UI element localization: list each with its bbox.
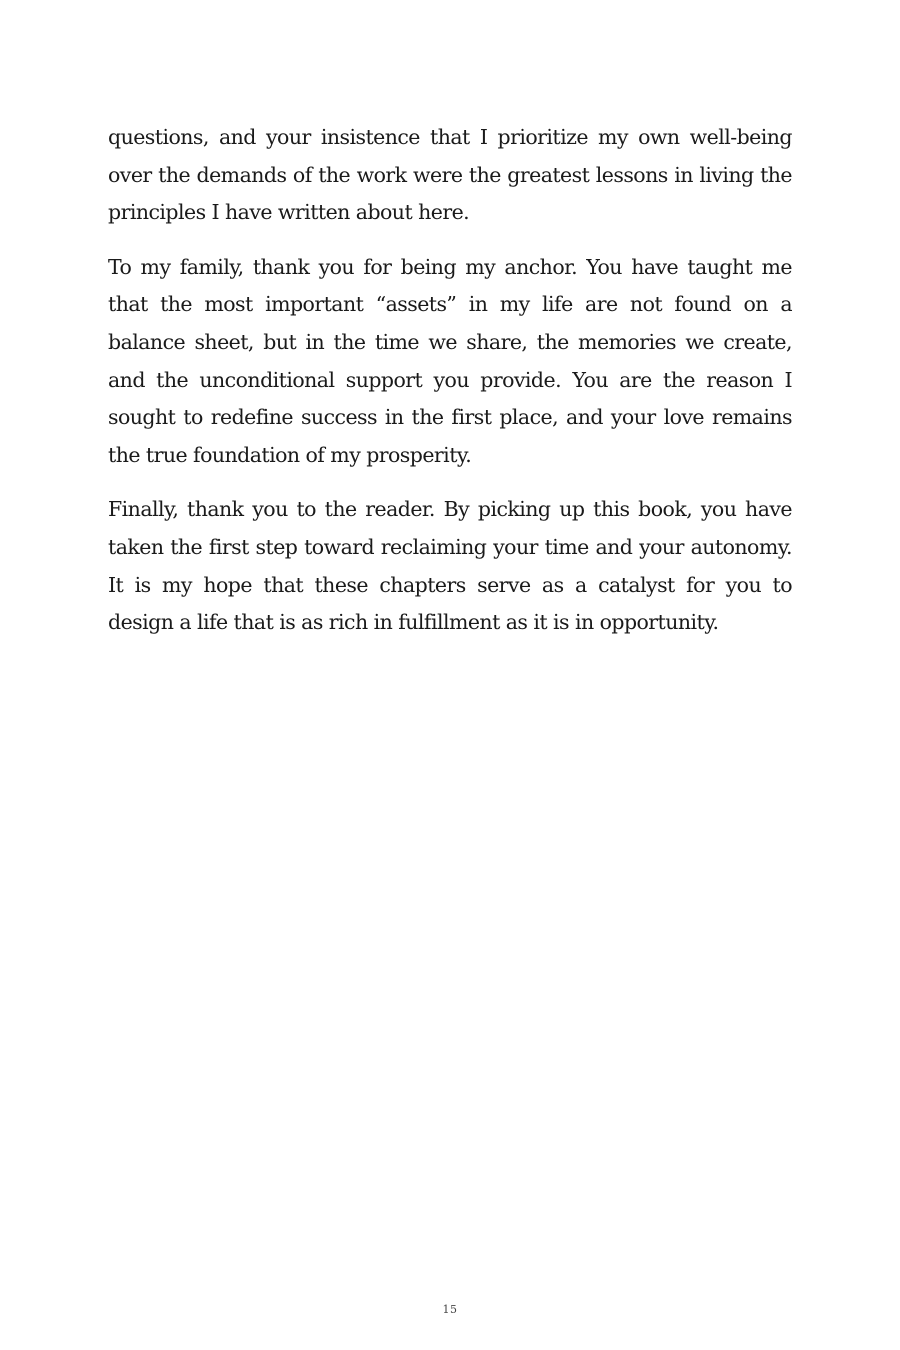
paragraph-reader-thanks: Finally, thank you to the reader. By picking up this book, you have taken the first step toward reclaiming your time and your autonomy. It is my hope that these chapters serve as a catalyst for you to design a life that is as rich in fulfillment as it is in opportunity. [108,497,792,635]
paragraph-continuation: questions, and your insistence that I prioritize my own well-being over the demands of the work were the greatest lessons in living the principles I have written about here. [108,125,792,225]
body-text [108,119,792,659]
paragraph-family-thanks: To my family, thank you for being my anchor. You have taught me that the most important “assets” in my life are not found on a balance sheet, but in the time we share, the memories we create, and the unconditional support you provide. You are the reason I sought to redefine success in the first place, and your love remains the true foundation of my prosperity. [108,254,792,467]
page-number: 15 [442,1303,458,1316]
